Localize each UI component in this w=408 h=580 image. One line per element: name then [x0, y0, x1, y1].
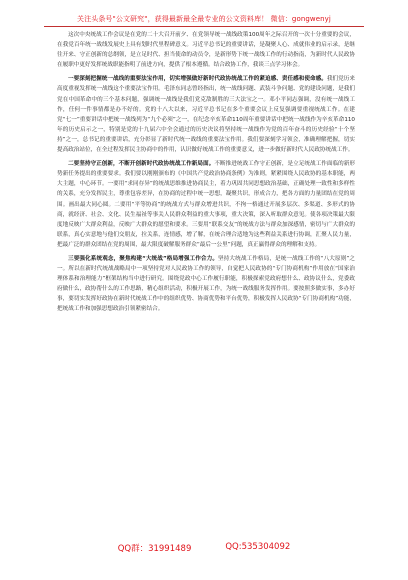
intro-paragraph: 这次中央统战工作会议是在党的二十大召开前夕、在党领导统一战线政策100周年之际召开的一次十分重要的会议，在我党百年统一战线发展史上具有划时代里程碑意义。习近平总书记的重要讲话，是凝聚人心、成就伟业的启示录，是继往开来、守正创新的总纲领，是立足时代、担当使命的动员令，是新形势下统一战线工作的行动指南，为新时代人民政协在履职中更好发挥统战职能指明了前进方向，提供了根本遵循。结合政协工作，我谈三点学习体会。 — [57, 32, 355, 69]
section-1-body: 我们党历来高度重视发挥统一战线这个重要法宝作用。毛泽东同志曾经指出，统一战线问题、武装斗争问题、党的建设问题，是我们党在中国革命中的三个基本问题，强调统一战线是我们党克敌制胜的三大法宝之一。邓小平同志强调，没有统一战线工作，任何一件事情都是办不好的。党的十八大以来，习近平总书记在多个重要会议上反复强调要重视统战工作。在建党“七一”重要讲话中把统一战线列为“九个必须”之一，在纪念辛亥革命110周年重要讲话中把统一战线作为辛亥革命110年的历史启示之一，特别是党的十九届六中全会通过的历史决议将坚持统一战线作为党的百年奋斗的历史经验“十个坚持”之一，总书记的重要讲话，充分彰显了新时代统一战线的重要法宝作用。我们要深刻学习领会，准确理解把握，切实提高政治站位，在全过程发挥民主协商中的作用，认识做好统战工作的重要意义，进一步做好新时代人民政协统战工作。 — [57, 76, 355, 154]
section-2-paragraph — [57, 159, 355, 250]
section-3-paragraph — [57, 254, 355, 315]
section-1-paragraph — [57, 74, 355, 155]
section-3-heading: 三要强化系统观念，聚焦构建“大统战”格局增强工作合力。 — [68, 255, 219, 262]
section-2-heading: 二要坚持守正创新，不断开创新时代政协统战工作新局面。 — [68, 161, 215, 168]
section-2-body: 不断推进统战工作守正创新，是立足统战工作面临的新形势新任务提出的重要要求。我们要以刚刚颁布的《中国共产党政治协商条例》为准则，紧紧围绕人民政协的基本职能，两大主题，中心环节。一要用“求同存异”的统战思维推进协商民主，着力巩固共同思想政治基础，正确处理一致性和多样性的关系，充分发挥民主，尊重包容差异，在协商的过程中统一思想，凝聚共识，形成合力，把各方面的力量团结在党的周围。画出最大同心圆。二要用“平等协商”的统战方式与群众增进共识，不拘一格通过开展多层次、多渠道、多形式的协商，就经济、社会、文化、民生福祉等事关人民群众利益的重大事项，重大决策，深入听取群众意见。使各项决策最大限度地反映广大群众利益，反映广大群众的愿望和要求。三要用“联系交友”的统战方法与群众加深感情，密切与广大群众的联系，真心实意地与他们交朋友，拉关系，连情感，增了解，在统合理合适地为这些利益关系进行协调，汇聚人民力量，把最广泛的群众团结在党的周围，最大限度破解服务群众“最后一公里”问题，真正赢得群众的理解和支持。 — [57, 161, 355, 248]
header-divider — [44, 26, 364, 27]
section-3-body: 坚持大统战工作格局，是统一战线工作的“八大原则”之一。所以在新时代统战战略局中一项坚持党对人民政协工作的领导，自觉把人民政协的“专门协商机构”作用放在“国家治理体系和治理能力”框架结构当中进行研究。围绕党政中心工作履行职能，积极探索党政府想什么、政协议什么，党委政府做什么，政协帮什么的工作思路，精心组织活动，积极开展工作，为统一战线服务发挥作用。要按照多做实事，多办好事，要切实发挥好政协在新时代统战工作中的组织优势、协商优势和平台优势，积极发挥人民政协“专门协商机构”功能，把统战工作和加强思想政治引领紧密结合。 — [57, 255, 355, 313]
section-1-heading: 一要深刻把握统一战线的重要法宝作用，切实增强做好新时代政协统战工作的紧迫感、责任感和使命感。 — [68, 76, 327, 83]
footer-contact — [0, 542, 408, 554]
header-banner: 关注头条号"公文研究"，获得最新最全最专业的公文资料库！ 微信：gongwenyj — [77, 15, 331, 23]
footer-qq: QQ:535304092 — [225, 542, 291, 552]
document-body — [57, 30, 355, 315]
footer-qq-group: QQ群：31991489 — [117, 544, 192, 554]
